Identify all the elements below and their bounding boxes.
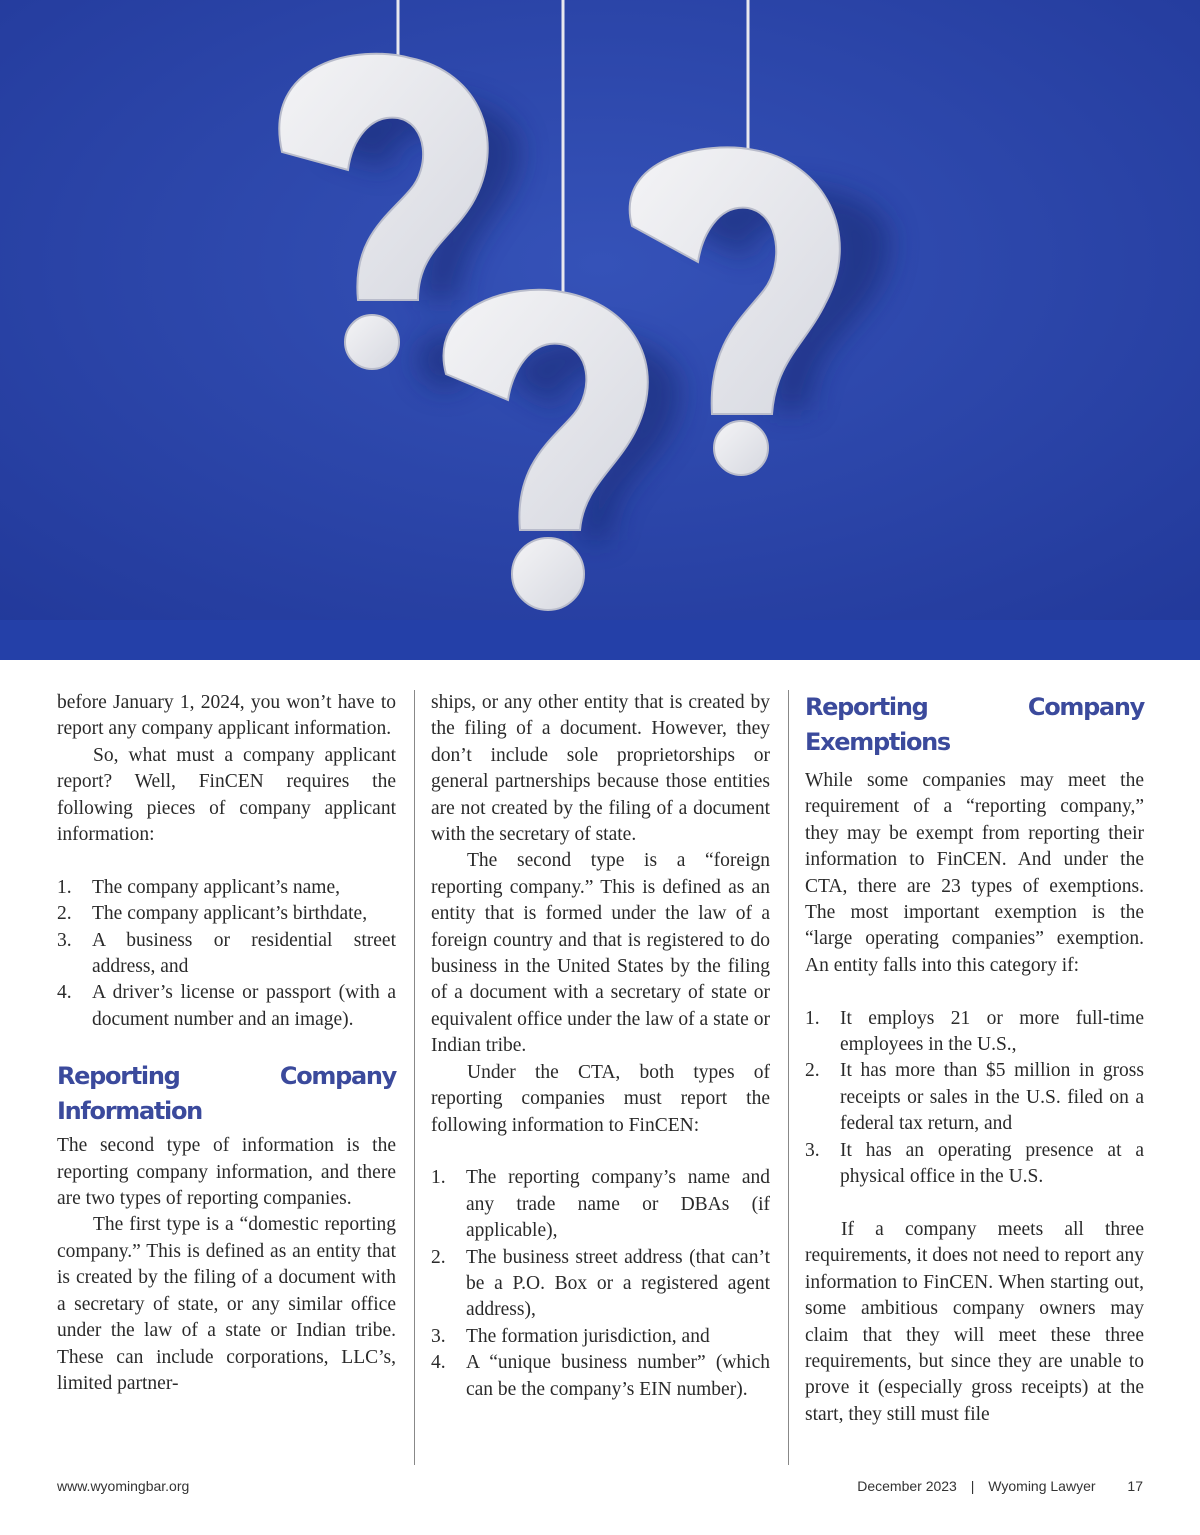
- paragraph: ships, or any other entity that is created by the filing of a document. However, they don’t include sole proprietorships or general partnerships because those entities are not created by the filing of a document with the secretary of state.: [431, 692, 770, 846]
- paragraph: While some companies may meet the requirement of a “reporting company,” they may be exempt from reporting their information to FinCEN. And under the CTA, there are 23 types of exemptions. The most important exemption is the “large operating companies” exemption. An entity falls into this category if:: [805, 770, 1144, 976]
- list-item: 1. It employs 21 or more full-time employees in the U.S.,: [805, 1007, 1144, 1056]
- publication-name: Wyoming Lawyer: [988, 1478, 1096, 1494]
- column-2: [431, 690, 770, 1403]
- paragraph: The second type is a “foreign reporting company.” This is defined as an entity that is formed under the law of a foreign country and that is registered to do business in the United States by the filing of a document with a secretary of state or equivalent office under the law of a state or Indian tribe.: [431, 850, 770, 1057]
- paragraph: The second type of information is the reporting company information, and there are two types of reporting companies.: [57, 1135, 396, 1210]
- list-item: 2. It has more than $5 million in gross receipts or sales in the U.S. filed on a federal tax return, and: [805, 1060, 1144, 1135]
- paragraph: Under the CTA, both types of reporting companies must report the following information to FinCEN:: [431, 1061, 770, 1136]
- hero-question-marks-image: [0, 0, 1200, 660]
- column-1: [57, 690, 396, 1397]
- issue-date: December 2023: [857, 1478, 957, 1494]
- list-item: 3. It has an operating presence at a physical office in the U.S.: [805, 1139, 1144, 1188]
- section-heading: Reporting Company Exemptions: [805, 693, 1144, 756]
- paragraph: So, what must a company applicant report? Well, FinCEN requires the following pieces of company applicant information:: [57, 744, 396, 846]
- website-link[interactable]: www.wyomingbar.org: [57, 1478, 190, 1494]
- footer-separator: |: [970, 1478, 975, 1494]
- footer-issue-info: [847, 1478, 1143, 1494]
- paragraph: If a company meets all three requirements, it does not need to report any information to FinCEN. When starting out, some ambitious company owners may claim that they will meet these three requirements, but since they are unable to prove it (especially gross receipts) at the start, they still must file: [805, 1218, 1144, 1425]
- list-item: 3. The formation jurisdiction, and: [431, 1325, 710, 1347]
- paragraph: before January 1, 2024, you won’t have to report any company applicant information.: [57, 692, 396, 740]
- column-divider-1: [414, 690, 415, 1465]
- list-item: 1. The reporting company’s name and any trade name or DBAs (if applicable),: [431, 1167, 770, 1242]
- company-applicant-list: [57, 875, 396, 1033]
- paragraph: The first type is a “domestic reporting company.” This is defined as an entity that is created by the filing of a document with a secretary of state, or any similar office under the law of a state or Indian tribe. These can include corporations, LLC’s, limited partner-: [57, 1214, 396, 1394]
- section-heading: Reporting Company Information: [57, 1062, 396, 1126]
- list-item: 4. A “unique business number” (which can be the company’s EIN number).: [431, 1352, 770, 1400]
- list-item: 2. The company applicant’s birthdate,: [57, 903, 368, 925]
- reporting-company-list: [431, 1165, 770, 1403]
- list-item: 3. A business or residential street address, and: [57, 929, 396, 978]
- page-number: 17: [1127, 1478, 1143, 1494]
- column-divider-2: [788, 690, 789, 1465]
- list-item: 2. The business street address (that can’t be a P.O. Box or a registered agent address),: [431, 1246, 770, 1321]
- list-item: 4. A driver’s license or passport (with a document number and an image).: [57, 982, 396, 1030]
- exemption-criteria-list: [805, 1006, 1144, 1191]
- column-3: [805, 690, 1144, 1428]
- list-item: 1. The company applicant’s name,: [57, 876, 340, 898]
